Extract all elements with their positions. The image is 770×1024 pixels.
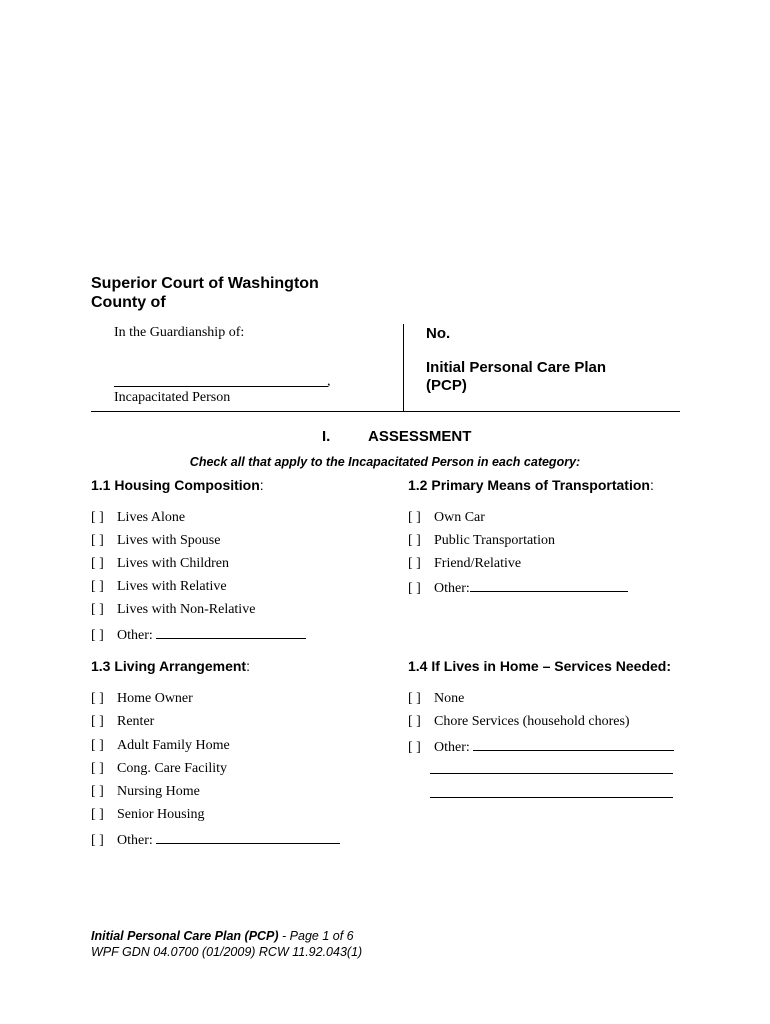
checkbox-transportation-other[interactable]: [ ] Other:	[408, 579, 628, 597]
checkbox-lives-with-relative[interactable]: [ ] Lives with Relative	[91, 579, 227, 594]
checkbox-lives-with-non-relative[interactable]: [ ] Lives with Non-Relative	[91, 602, 256, 617]
checkbox-lives-alone[interactable]: [ ] Lives Alone	[91, 510, 186, 525]
section-instruction: Check all that apply to the Incapacitated Person in each category:	[189, 455, 581, 469]
checkbox-senior-housing[interactable]: [ ] Senior Housing	[91, 807, 205, 822]
caption-bottom-rule	[91, 411, 680, 412]
heading-transportation: 1.2 Primary Means of Transportation:	[408, 477, 654, 493]
case-number-label: No.	[426, 325, 451, 342]
checkbox-lives-with-spouse[interactable]: [ ] Lives with Spouse	[91, 533, 221, 548]
incapacitated-person-name-field[interactable]	[114, 386, 328, 387]
footer-form-id: WPF GDN 04.0700 (01/2009) RCW 11.92.043(1)	[91, 945, 363, 959]
caption-divider	[403, 324, 404, 412]
heading-living-arrangement: 1.3 Living Arrangement:	[91, 658, 250, 674]
housing-other-field[interactable]	[156, 626, 306, 639]
document-title	[426, 359, 606, 395]
checkbox-lives-with-children[interactable]: [ ] Lives with Children	[91, 556, 229, 571]
document-title-line1: Initial Personal Care Plan	[426, 359, 607, 376]
incapacitated-person-label: Incapacitated Person	[114, 390, 231, 405]
services-other-continuation-line-1[interactable]	[430, 773, 673, 774]
transportation-other-field[interactable]	[470, 579, 628, 592]
court-header	[91, 274, 319, 312]
checkbox-housing-other[interactable]: [ ] Other:	[91, 626, 306, 644]
checkbox-nursing-home[interactable]: [ ] Nursing Home	[91, 784, 200, 799]
heading-housing-composition: 1.1 Housing Composition:	[91, 477, 264, 493]
checkbox-living-other[interactable]: [ ] Other:	[91, 831, 340, 849]
checkbox-own-car[interactable]: [ ] Own Car	[408, 510, 485, 525]
living-other-field[interactable]	[156, 831, 340, 844]
services-other-continuation-line-2[interactable]	[430, 797, 673, 798]
checkbox-cong-care-facility[interactable]: [ ] Cong. Care Facility	[91, 761, 228, 776]
county-label: County of	[91, 294, 166, 311]
document-title-line2: (PCP)	[426, 377, 467, 394]
checkbox-chore-services[interactable]: [ ] Chore Services (household chores)	[408, 714, 630, 729]
checkbox-none[interactable]: [ ] None	[408, 691, 465, 706]
checkbox-services-other[interactable]: [ ] Other:	[408, 738, 674, 756]
section-number: I.	[322, 428, 331, 445]
checkbox-public-transportation[interactable]: [ ] Public Transportation	[408, 533, 555, 548]
checkbox-adult-family-home[interactable]: [ ] Adult Family Home	[91, 738, 230, 753]
checkbox-home-owner[interactable]: [ ] Home Owner	[91, 691, 193, 706]
name-comma: ,	[327, 374, 331, 389]
footer-title: Initial Personal Care Plan (PCP) - Page 1 of 6	[91, 929, 354, 943]
checkbox-friend-relative[interactable]: [ ] Friend/Relative	[408, 556, 522, 571]
section-title: ASSESSMENT	[368, 428, 472, 445]
guardianship-label: In the Guardianship of:	[114, 325, 245, 340]
heading-services-needed: 1.4 If Lives in Home – Services Needed:	[408, 658, 672, 674]
checkbox-renter[interactable]: [ ] Renter	[91, 714, 155, 729]
court-name: Superior Court of Washington	[91, 275, 319, 292]
services-other-field[interactable]	[473, 738, 674, 751]
